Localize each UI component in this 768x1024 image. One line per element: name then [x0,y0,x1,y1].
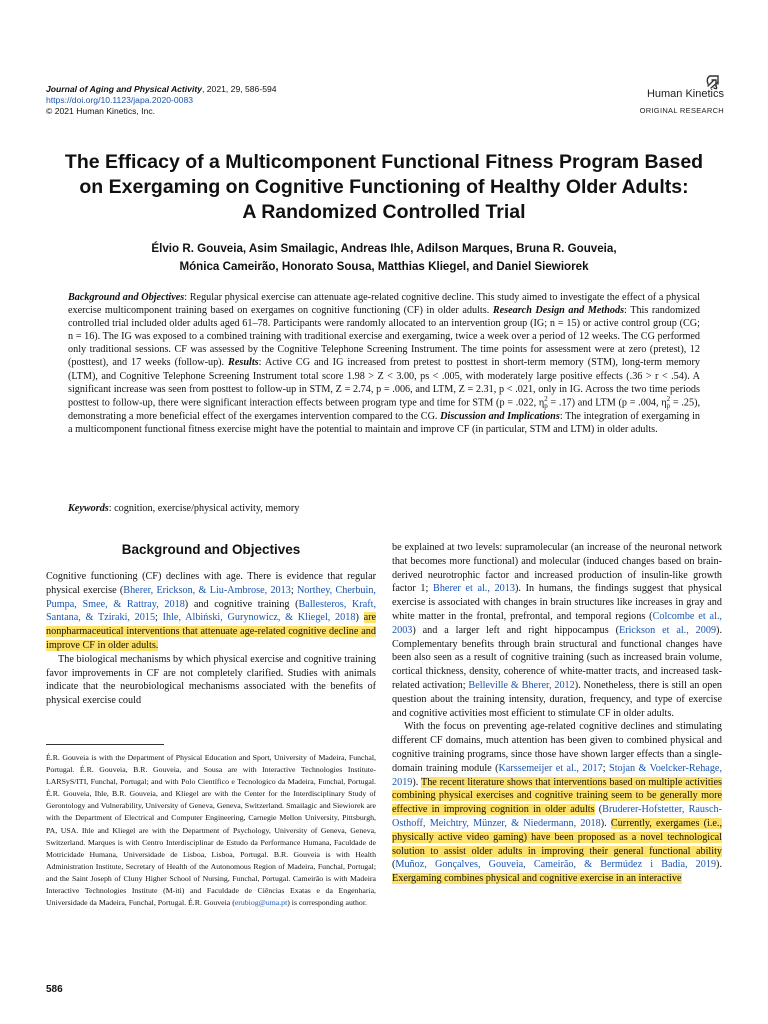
abstract-text: : The integration of exergaming in a multicomponent functional fitness exercise might have the potential to maintain and improve CF (in particular, STM and LTM) in older adults. [68,410,701,435]
footnote-text: ) is corresponding author. [287,898,367,908]
body-text: ). [412,776,421,788]
body-text: ; [290,584,297,596]
author-list [40,240,728,276]
journal-header [46,84,466,117]
highlighted-text: Exergaming combines physical and cognitive exercise in an interactive [392,873,682,885]
citation-link[interactable]: Northey, Cherbuin, Pumpa, Smee, & Rattray, 2018 [46,584,376,610]
citation-link[interactable]: Ihle, Albiński, Gurynowicz, & Kliegel, 2018 [162,612,356,624]
eta-subscript: p [544,401,548,410]
paragraph [392,720,722,886]
citation-link[interactable]: Ballesteros, Kraft, Santana, & Tziraki, 2015 [46,598,377,624]
page-number: 586 [46,984,63,995]
title-line: A Randomized Controlled Trial [242,201,526,223]
authors-line: Élvio R. Gouveia, Asim Smailagic, Andreas Ihle, Adilson Marques, Bruna R. Gouveia, [151,242,617,255]
citation-link[interactable]: Stojan & Voelcker-Rehage, 2019 [392,762,722,788]
citation-link[interactable]: Muñoz, Gonçalves, Gouveia, Cameirão, & Bermúdez i Badia, 2019 [395,859,717,871]
body-text: ; [602,762,610,774]
journal-citation: , 2021, 29, 586-594 [202,84,277,94]
eta-superscript: 2 [666,394,671,403]
left-column [46,570,376,708]
body-text: ( [392,859,396,871]
abstract-text: : Regular physical exercise can attenuate age-related cognitive decline. This study aimed to investigate the effect of a physical exercise multicomponent training based on exergames on cognitive functioning (CF) in older adults. [68,292,700,317]
abstract-label-design: Research Design and Methods [492,305,625,317]
citation-link[interactable]: Erickson et al., 2009 [618,624,717,636]
citation-link[interactable]: Belleville & Bherer, 2012 [468,679,575,691]
citation-link[interactable]: Bruderer-Hofstetter, Rausch-Osthoff, Meichtry, Münzer, & Niedermann, 2018 [392,804,722,829]
article-type: ORIGINAL RESEARCH [639,106,724,115]
body-text: ). Nonetheless, there is still an open question about the training intensity, duration, frequency, and type of exercise and cognitive activities most efficient to stimulate CF in older adults. [392,679,723,719]
paragraph: The biological mechanisms by which physical exercise and cognitive training favor improvements in CF are not completely clarified. Studies with animals indicate that the neurobiological mechanisms associated with the benefits of physical exercise could [46,653,376,707]
publisher-name: Human Kinetics [646,88,724,100]
title-line: on Exergaming on Cognitive Functioning of Healthy Older Adults: [79,176,689,198]
citation-link[interactable]: Bherer, Erickson, & Liu-Ambrose, 2013 [123,584,291,596]
body-text: ) and cognitive training ( [184,598,299,610]
title-line: The Efficacy of a Multicomponent Functional Fitness Program Based [64,151,704,173]
body-text: With the focus on preventing age-related cognitive declines and stimulating different CF domains, much attention has been given to combined physical and cognitive training programs, since those have shown larger effects than a single-domain training module ( [392,721,722,774]
paragraph [46,570,376,653]
doi-link[interactable]: https://doi.org/10.1123/japa.2020-0083 [46,95,194,105]
highlighted-text: The recent literature shows that interventions based on multiple activities combining physical exercises and cognitive training seem to be generally more effective in improving cognition in older adults [392,776,722,816]
body-text: ) [355,612,364,624]
abstract [68,291,700,436]
abstract-text: = .17) and LTM (p = .004, η [547,397,667,409]
highlighted-text: are nonpharmaceutical interventions that attenuate age-related cognitive decline and improve CF in older adults. [46,612,376,651]
abstract-label-discussion: Discussion and Implications [440,410,560,422]
right-column [392,541,722,886]
body-text: ). In humans, the findings suggest that physical exercise is associated with changes in brain structures like increases in gray and white matter in the frontal, prefrontal, and temporal regions ( [392,583,722,622]
abstract-text: = .25), demonstrating a more beneficial effect of the exergames intervention compared to the CG. [68,397,701,422]
body-text: be explained at two levels: supramolecular (an increase of the neuronal network that becomes more functional) and molecular (induced changes based on brain-derived neurotrophic factor and increased production of insulin-like growth factor 1; [392,542,722,595]
body-text: ) and a larger left and right hippocampus ( [412,624,619,636]
eta-superscript: 2 [544,394,548,403]
body-text: ; [155,612,163,624]
citation-link[interactable]: Bherer et al., 2013 [433,583,515,595]
paragraph [392,541,722,720]
email-link[interactable]: erubiog@uma.pt [234,898,288,908]
keywords [68,502,700,515]
citation-link[interactable]: Colcombe et al., 2003 [392,610,722,636]
abstract-text: : Active CG and IG increased from pretest to posttest in short-term memory (STM), long-term memory (LTM), and Cognitive Telephone Screening Instrument total score 1.98 > Z < 3.00, ps < .005, with moderately large positive effects (.36 > r < .54). A significant increase was seen from posttest to follow-up in STM, Z = 2.74, p = .006, and LTM, Z = 2.31, p < .021, only in IG. Across the two time periods posttest to follow-up, there were significant interaction effects between program type and time for STM (p = .022, η [68,357,700,409]
keywords-label: Keywords [68,503,109,514]
section-heading: Background and Objectives [121,542,301,557]
keywords-text: : cognition, exercise/physical activity, memory [108,503,300,514]
footnote-text: É.R. Gouveia is with the Department of Physical Education and Sport, University of Madeira, Funchal, Portugal. É.R. Gouveia, B.R. Gouveia, and Sousa are with Interactive Technologies Institute-LARSyS/ITI, Funchal, Portugal; and with Polo Científico e Tecnologico da Madeira, Funchal, Portugal. É.R. Gouveia, Ihle, B.R. Gouveia, and Kliegel are with the Center for the Interdisciplinary Study of Gerontology and Vulnerability, University of Geneva, Geneva, Switzerland. Smailagic and Siewiorek are with the Department of Electrical and Computer Engineering, Carnegie Mellon University, Pittsburgh, PA, USA. Ihle and Kliegel are with the Department of Psychology, University of Geneva, Geneva, Switzerland. Marques is with Centro Interdisciplinar de Estudo da Performance Humana, Faculdade de Motricidade Humana, Universidade de Lisboa, Lisboa, Portugal. B.R. Gouveia is with Health Administration Institute, Secretary of Health of the Autonomous Region of Madeira, Funchal, Portugal; and the Saint Joseph of Cluny Higher School of Nursing, Funchal, Portugal. Cameirão is with Madeira Interactive Technologies Institute (M-iti) and Faculdade de Ciências Exatas e da Engenharia, Universidade da Madeira, Funchal, Portugal. É.R. Gouveia ( [46,753,376,908]
body-text: ). [600,817,611,829]
copyright: © 2021 Human Kinetics, Inc. [46,106,156,116]
footnote-divider [46,744,164,745]
eta-subscript: p [666,401,671,410]
body-text: ). Complementary benefits through brain structural and functional changes have been also seen as a result of cognitive training (such as increased brain volume, cortical thickness, density, coherence of white-matter tracts, and increased task-related activation; [392,624,722,691]
abstract-text: : This randomized controlled trial included older adults aged 61–78. Participants were randomly allocated to an intervention group (IG; n = 15) or active control group (CG; n = 16). The IG was exposed to a combined training with traditional exercise and exergaming, twice a week over a period of 12 weeks. The CG performed only traditional sessions. CF was assessed by the Cognitive Telephone Screening Instrument. The time points for assessment were at zero (pretest), 12 (posttest), and 17 weeks (follow-up). [68,305,700,369]
body-text: Cognitive functioning (CF) declines with age. There is evidence that regular physical exercise ( [46,571,376,596]
abstract-label-results: Results [228,357,259,369]
author-affiliations-footnote [46,752,376,909]
abstract-label-background: Background and Objectives [68,292,185,303]
citation-link[interactable]: Karssemeijer et al., 2017 [498,762,603,774]
body-text: ( [594,804,603,816]
highlighted-text: Currently, exergames (i.e., physically active video gaming) have been proposed as a novel technological solution to assist older adults in improving their general functional ability [392,817,722,857]
article-title [40,150,728,225]
authors-line: Mónica Cameirão, Honorato Sousa, Matthias Kliegel, and Daniel Siewiorek [179,260,589,273]
journal-name: Journal of Aging and Physical Activity [46,84,202,94]
body-text: ). [716,859,722,871]
